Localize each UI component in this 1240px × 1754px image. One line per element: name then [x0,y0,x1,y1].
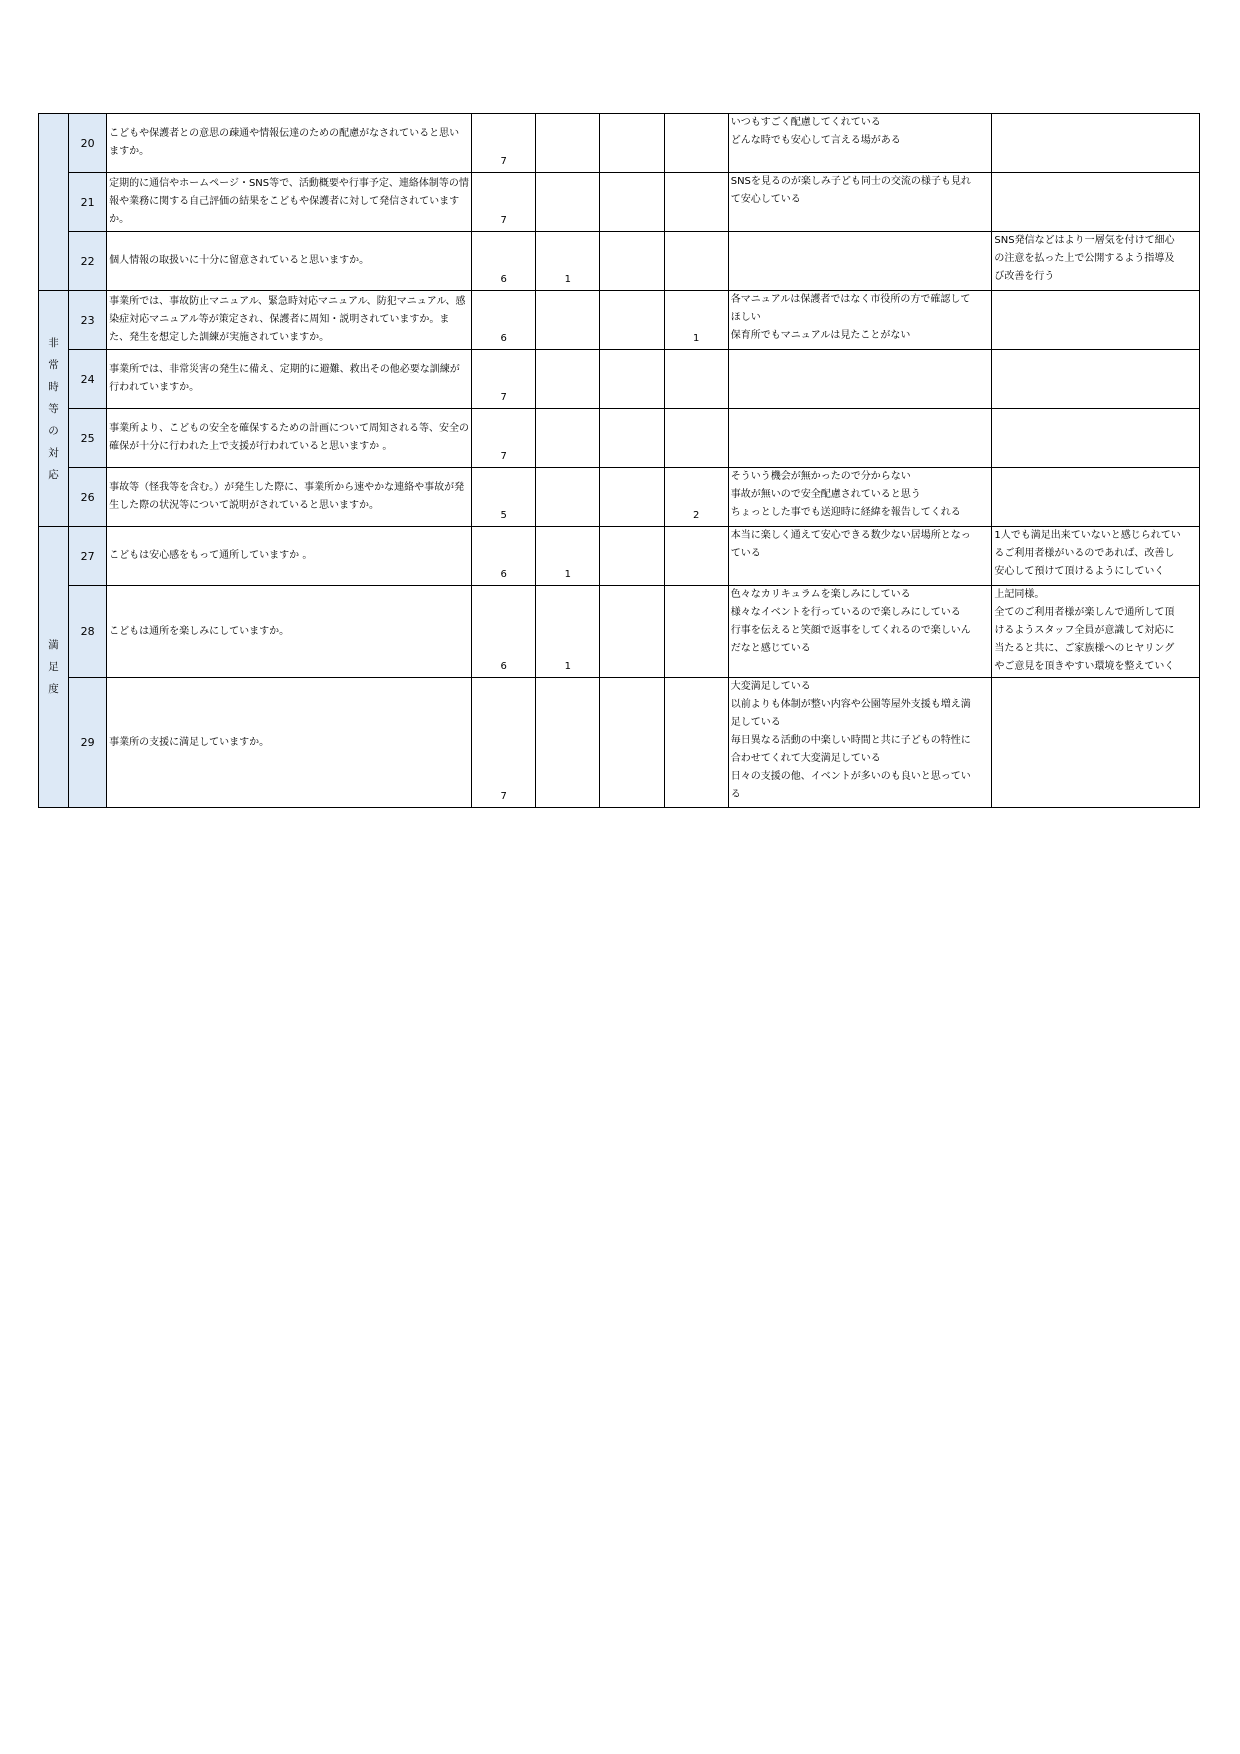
response-line: やご意見を頂きやすい環境を整えていく [994,661,1175,672]
evaluation-table [38,113,1200,808]
response-line: けるようスタッフ全員が意識して対応に [994,625,1175,636]
count-yes: 6 [472,291,536,350]
count-no [600,350,664,409]
comment-line: 以前よりも体制が整い内容や公園等屋外支援も増え満 [730,699,971,710]
comment-line: いつもすごく配慮してくれている [730,117,881,128]
comment-line: て安心している [730,194,801,205]
comment-line: 大変満足している [730,681,811,692]
table-row [39,232,1200,291]
comment-line: 日々の支援の他、イベントが多いのも良いと思ってい [730,771,971,782]
comment-line: ほしい [730,312,761,323]
facility-response [992,468,1200,527]
count-somewhat: 1 [536,232,600,291]
count-yes: 7 [472,678,536,808]
comment-line: 保育所でもマニュアルは見たことがない [730,330,911,341]
table-row [39,678,1200,808]
count-no [600,114,664,173]
comment-line: だなと感じている [730,643,811,654]
count-somewhat [536,173,600,232]
comment-line: 足している [730,717,781,728]
count-somewhat: 1 [536,586,600,678]
response-line: るご利用者様がいるのであれば、改善し [994,548,1175,559]
table-row [39,173,1200,232]
count-unknown [664,678,728,808]
question-text: 個人情報の取扱いに十分に留意されていると思いますか。 [107,232,472,291]
question-number: 21 [69,173,107,232]
count-unknown [664,527,728,586]
comment-line: 色々なカリキュラムを楽しみにしている [730,589,911,600]
guardian-comments [728,232,992,291]
category-label: 非 常 時 等 の 対 応 [48,336,59,481]
comment-line: る [730,789,741,800]
count-unknown: 1 [664,291,728,350]
count-no [600,173,664,232]
table-row [39,409,1200,468]
guardian-comments [728,409,992,468]
count-no [600,409,664,468]
comment-line: ている [730,548,761,559]
count-unknown [664,232,728,291]
count-unknown [664,586,728,678]
count-somewhat [536,291,600,350]
guardian-comments [728,527,992,586]
count-somewhat [536,678,600,808]
count-no [600,232,664,291]
category-cell [39,114,69,291]
facility-response [992,527,1200,586]
table-row [39,114,1200,173]
facility-response [992,173,1200,232]
comment-line: ちょっとした事でも送迎時に経緯を報告してくれる [730,507,961,518]
response-line: び改善を行う [994,271,1055,282]
response-line: SNS発信などはより一層気を付けて細心 [994,235,1175,246]
response-line: 全てのご利用者様が楽しんで通所して頂 [994,607,1175,618]
comment-line: 事故が無いので安全配慮されていると思う [730,489,921,500]
comment-line: 様々なイベントを行っているので楽しみにしている [730,607,961,618]
facility-response [992,114,1200,173]
guardian-comments [728,114,992,173]
count-yes: 7 [472,350,536,409]
count-no [600,468,664,527]
table-row [39,527,1200,586]
count-unknown [664,350,728,409]
table-row [39,468,1200,527]
question-text: 事業所の支援に満足していますか。 [107,678,472,808]
count-no [600,678,664,808]
comment-line: 行事を伝えると笑顔で返事をしてくれるので楽しいん [730,625,971,636]
comment-line: 合わせてくれて大変満足している [730,753,881,764]
question-text: こどもは安心感をもって通所していますか 。 [107,527,472,586]
guardian-comments [728,350,992,409]
count-somewhat [536,114,600,173]
category-cell [39,291,69,527]
count-unknown [664,409,728,468]
question-text: こどもや保護者との意思の疎通や情報伝達のための配慮がなされていると思いますか。 [107,114,472,173]
count-yes: 7 [472,173,536,232]
count-yes: 6 [472,232,536,291]
question-text: 定期的に通信やホームページ・SNS等で、活動概要や行事予定、連絡体制等の情報や業務に関する自己評価の結果をこどもや保護者に対して発信されていますか。 [107,173,472,232]
category-cell [39,527,69,808]
question-number: 27 [69,527,107,586]
facility-response [992,586,1200,678]
comment-line: どんな時でも安心して言える場がある [730,135,901,146]
comment-line: 本当に楽しく通えて安心できる数少ない居場所となっ [730,530,971,541]
guardian-comments [728,291,992,350]
response-line: 1人でも満足出来ていないと感じられてい [994,530,1181,541]
count-somewhat [536,409,600,468]
guardian-comments [728,678,992,808]
question-number: 23 [69,291,107,350]
guardian-comments [728,586,992,678]
question-text: こどもは通所を楽しみにしていますか。 [107,586,472,678]
count-unknown [664,114,728,173]
comment-line: 各マニュアルは保護者ではなく市役所の方で確認して [730,294,971,305]
count-no [600,291,664,350]
count-no [600,586,664,678]
guardian-comments [728,173,992,232]
count-somewhat: 1 [536,527,600,586]
response-line: 上記同様。 [994,589,1045,600]
count-yes: 6 [472,527,536,586]
count-no [600,527,664,586]
table-row [39,350,1200,409]
question-text: 事業所より、こどもの安全を確保するための計画について周知される等、安全の確保が十分に行われた上で支援が行われていると思いますか 。 [107,409,472,468]
count-somewhat [536,350,600,409]
count-yes: 5 [472,468,536,527]
facility-response [992,291,1200,350]
count-yes: 7 [472,409,536,468]
category-label: 満 足 度 [48,639,59,695]
question-number: 22 [69,232,107,291]
count-yes: 7 [472,114,536,173]
question-number: 26 [69,468,107,527]
question-number: 28 [69,586,107,678]
question-text: 事故等（怪我等を含む。）が発生した際に、事業所から速やかな連絡や事故が発生した際の状況等について説明がされていると思いますか。 [107,468,472,527]
question-number: 24 [69,350,107,409]
comment-line: そういう機会が無かったので分からない [730,471,911,482]
table-row [39,586,1200,678]
table-row [39,291,1200,350]
comment-line: SNSを見るのが楽しみ子ども同士の交流の様子も見れ [730,176,971,187]
facility-response [992,232,1200,291]
count-unknown [664,173,728,232]
facility-response [992,678,1200,808]
response-line: の注意を払った上で公開するよう指導及 [994,253,1175,264]
facility-response [992,409,1200,468]
response-line: 安心して預けて頂けるようにしていく [994,566,1165,577]
count-yes: 6 [472,586,536,678]
question-text: 事業所では、非常災害の発生に備え、定期的に避難、救出その他必要な訓練が行われていますか。 [107,350,472,409]
question-text: 事業所では、事故防止マニュアル、緊急時対応マニュアル、防犯マニュアル、感染症対応マニュアル等が策定され、保護者に周知・説明されていますか。また、発生を想定した訓練が実施されていますか。 [107,291,472,350]
response-line: 当たると共に、ご家族様へのヒヤリング [994,643,1175,654]
guardian-comments [728,468,992,527]
facility-response [992,350,1200,409]
count-unknown: 2 [664,468,728,527]
question-number: 29 [69,678,107,808]
comment-line: 毎日異なる活動の中楽しい時間と共に子どもの特性に [730,735,971,746]
question-number: 20 [69,114,107,173]
count-somewhat [536,468,600,527]
question-number: 25 [69,409,107,468]
